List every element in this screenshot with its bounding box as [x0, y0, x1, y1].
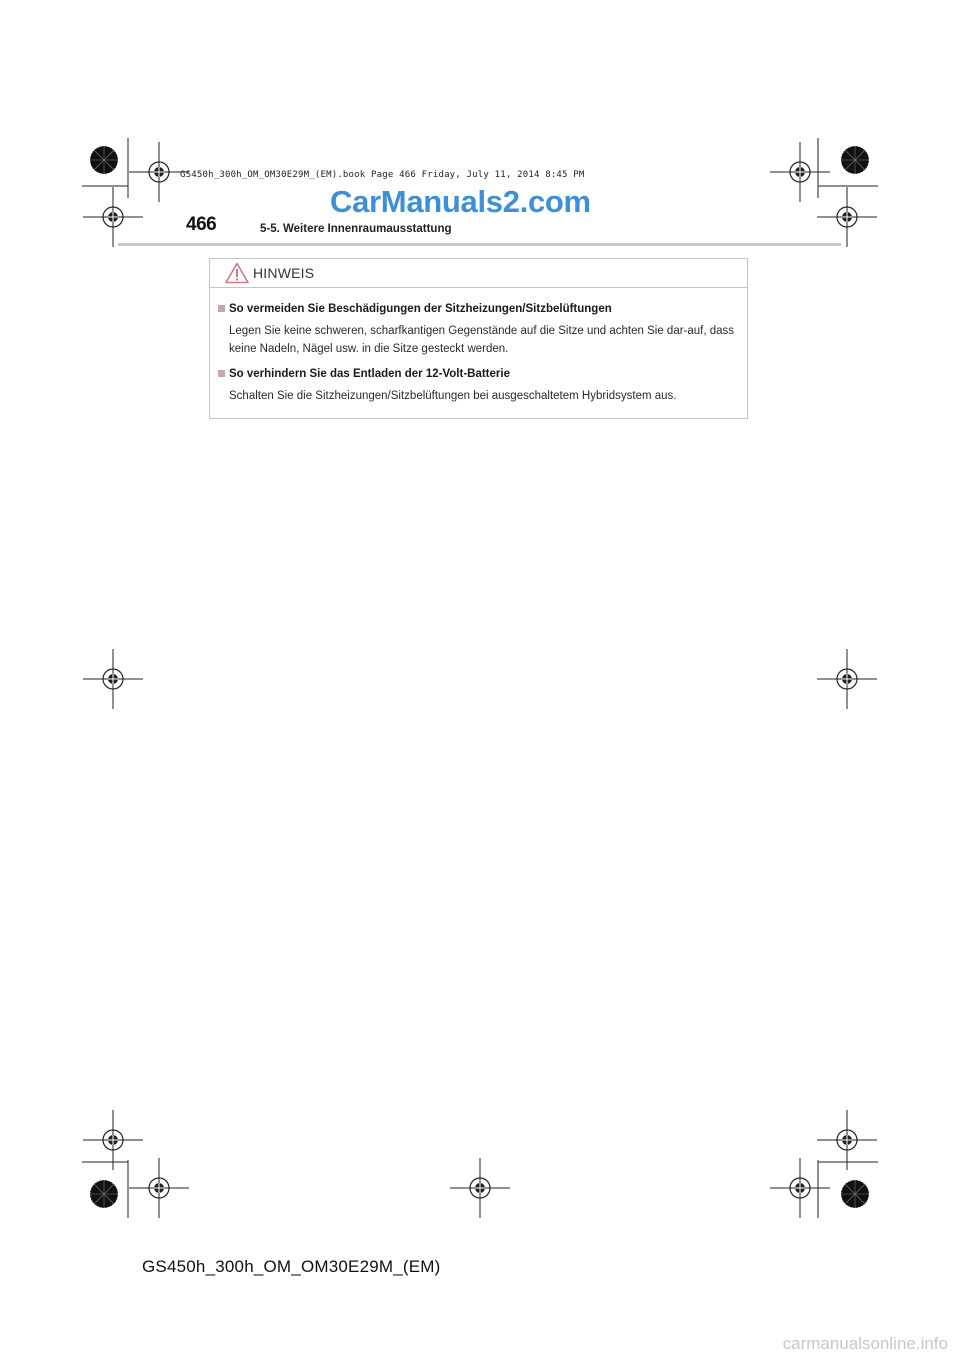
notice-item-text: Schalten Sie die Sitzheizungen/Sitzbelüftungen bei ausgeschaltetem Hybridsystem aus. [229, 390, 677, 402]
watermark-bottom: carmanualsonline.info [782, 1334, 948, 1353]
notice-box [209, 258, 748, 419]
header-rule [118, 243, 841, 246]
crop-mark-top-right [770, 138, 878, 247]
notice-item-title: So vermeiden Sie Beschädigungen der Sitzheizungen/Sitzbelüftungen [218, 301, 737, 317]
square-bullet-icon [218, 370, 225, 377]
crop-mark-middle-right [817, 649, 877, 709]
crop-mark-bottom-left [82, 1110, 189, 1218]
notice-item [218, 366, 737, 405]
notice-item-title: So verhindern Sie das Entladen der 12-Volt-Batterie [218, 366, 737, 382]
square-bullet-icon [218, 305, 225, 312]
crop-mark-top-left [82, 138, 189, 247]
watermark-logo: CarManuals2.com [330, 184, 591, 219]
print-info-line: GS450h_300h_OM_OM30E29M_(EM).book Page 466 Friday, July 11, 2014 8:45 PM [180, 170, 585, 180]
notice-body [210, 288, 747, 405]
notice-item-text: Legen Sie keine schweren, scharfkantigen Gegenstände auf die Sitze und achten Sie dar-auf, dass keine Nadeln, Nägel usw. in die Sitze gesteckt werden. [229, 325, 735, 355]
crop-mark-bottom-center [450, 1158, 510, 1218]
warning-triangle-icon [225, 262, 249, 284]
notice-label: HINWEIS [253, 265, 315, 281]
footer-document-id: GS450h_300h_OM_OM30E29M_(EM) [142, 1257, 441, 1276]
page-number: 466 [186, 214, 217, 235]
notice-item [218, 301, 737, 358]
section-title: 5-5. Weitere Innenraumausstattung [260, 223, 452, 235]
crop-mark-bottom-right [770, 1110, 878, 1218]
crop-mark-middle-left [83, 649, 143, 709]
notice-header [210, 259, 747, 288]
